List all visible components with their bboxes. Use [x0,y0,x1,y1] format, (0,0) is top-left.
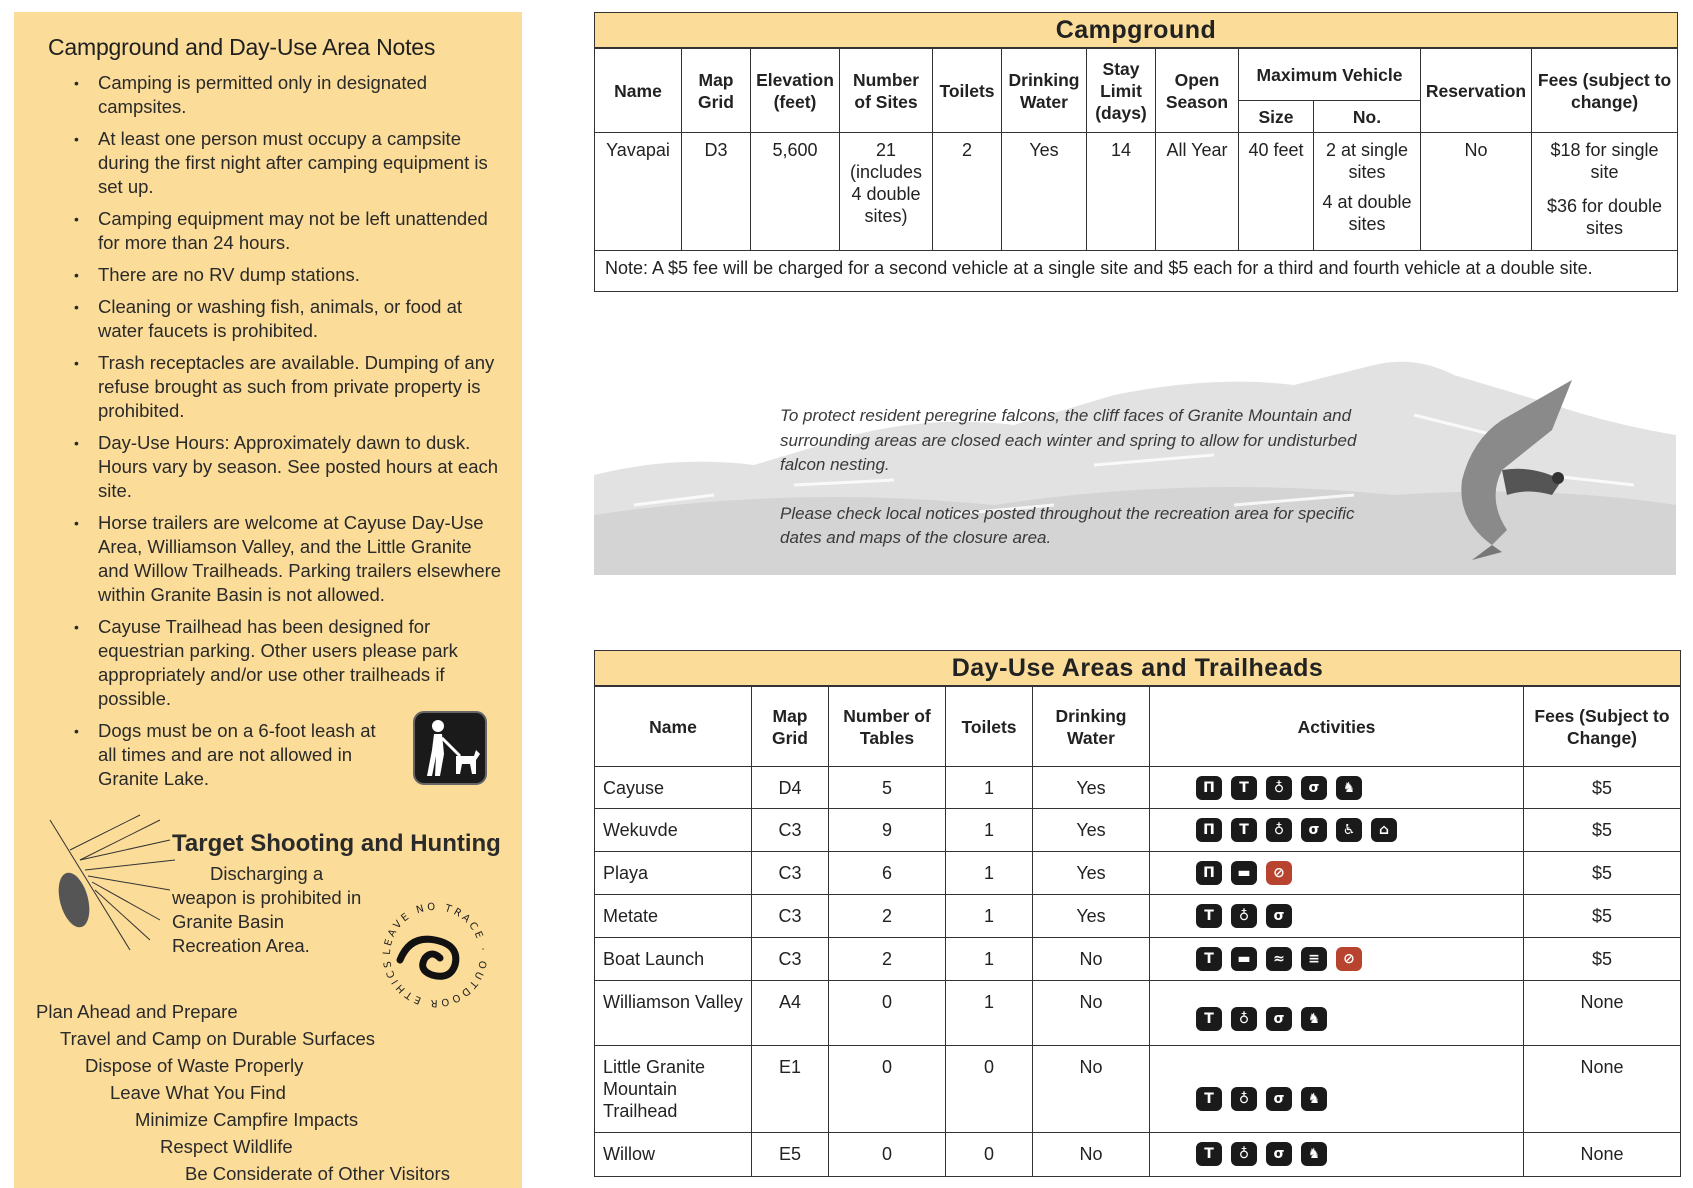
principle-item: Be Considerate of Other Visitors [185,1163,450,1184]
hiking-icon: ♁ [1231,1087,1257,1111]
horse-icon: ♞ [1301,1087,1327,1111]
cell-size: 40 feet [1239,133,1314,251]
campground-note: Note: A $5 fee will be charged for a second vehicle at a single site and $5 each for a third and fourth vehicle at a double site. [595,251,1677,292]
table-row [595,1133,1680,1176]
cell-water: No [1033,1133,1150,1176]
cell-tables: 0 [829,981,946,1046]
cell-toilets: 2 [933,133,1002,251]
hiking-icon: ♁ [1231,904,1257,928]
table-row [595,895,1680,938]
horse-icon: ♞ [1336,776,1362,800]
principle-item: Plan Ahead and Prepare [36,1001,238,1022]
biking-icon: σ [1301,776,1327,800]
principle-item: Dispose of Waste Properly [85,1055,304,1076]
principle-item: Leave What You Find [110,1082,286,1103]
cell-map-grid: D4 [752,767,829,809]
biking-icon: σ [1301,818,1327,842]
cell-water: No [1033,938,1150,981]
campground-title: Campground [595,13,1677,48]
cell-water: Yes [1033,809,1150,852]
cell-map-grid: A4 [752,981,829,1046]
no-swimming-icon: ⊘ [1336,947,1362,971]
cell-activities [1150,981,1524,1046]
principle-item: Minimize Campfire Impacts [135,1109,359,1130]
cell-fee: $5 [1524,938,1681,981]
col-activities: Activities [1150,687,1524,767]
list-item: • Trash receptacles are available. Dumping of any refuse brought as such from private property is prohibited. [74,351,504,423]
lnt-ring-text: LEAVE NO TRACE · OUTDOOR ETHICS [381,901,489,1009]
hiking-icon: ♁ [1231,1142,1257,1166]
toilet-icon: T [1196,1087,1222,1111]
cell-tables: 2 [829,895,946,938]
picnic-table-icon: Π [1196,818,1222,842]
cell-name: Little Granite Mountain Trailhead [595,1046,752,1133]
cell-activities [1150,767,1524,809]
cell-season: All Year [1156,133,1239,251]
col-map-grid: Map Grid [752,687,829,767]
col-fees: Fees (subject to change) [1532,49,1677,133]
col-fees: Fees (Subject to Change) [1524,687,1681,767]
cell-map-grid: E5 [752,1133,829,1176]
cell-fee: None [1524,1046,1681,1133]
cell-fee: None [1524,981,1681,1046]
falcon-notice-line2: Please check local notices posted throughout the recreation area for specific dates and maps of the closure area. [780,503,1355,547]
cell-elevation: 5,600 [751,133,840,251]
table-row [595,1046,1680,1133]
col-name: Name [595,49,682,133]
cell-water: Yes [1033,852,1150,895]
col-size: Size [1239,101,1314,133]
col-water: Drinking Water [1033,687,1150,767]
toilet-icon: T [1196,1007,1222,1031]
horse-icon: ♞ [1301,1007,1327,1031]
col-map-grid: Map Grid [682,49,751,133]
cell-activities [1150,1133,1524,1176]
principle-item: Travel and Camp on Durable Surfaces [60,1028,375,1049]
biking-icon: σ [1266,1087,1292,1111]
list-item: • Camping is permitted only in designated campsites. [74,71,504,119]
table-row [595,133,1677,251]
cell-map-grid: E1 [752,1046,829,1133]
list-item: • There are no RV dump stations. [74,263,504,287]
col-elevation: Elevation (feet) [751,49,840,133]
table-row [595,809,1680,852]
vehicles-double: 4 at double sites [1322,192,1412,234]
day-use-title: Day-Use Areas and Trailheads [595,651,1680,686]
cell-fee: $5 [1524,852,1681,895]
picnic-table-icon: Π [1196,776,1222,800]
cell-name: Boat Launch [595,938,752,981]
cell-tables: 9 [829,809,946,852]
peregrine-falcon-illustration [1432,370,1582,560]
cell-name: Wekuvde [595,809,752,852]
cell-toilets: 0 [946,1046,1033,1133]
cell-tables: 6 [829,852,946,895]
table-row [595,767,1680,809]
col-sites: Number of Sites [840,49,933,133]
col-stay: Stay Limit (days) [1087,49,1156,133]
cell-water: No [1033,981,1150,1046]
cell-tables: 2 [829,938,946,981]
hiking-icon: ♁ [1231,1007,1257,1031]
cell-toilets: 0 [946,1133,1033,1176]
cell-fee: $5 [1524,767,1681,809]
target-shooting-text: Discharging a weapon is prohibited in Granite Basin Recreation Area. [172,863,362,956]
cell-toilets: 1 [946,981,1033,1046]
col-tables: Number of Tables [829,687,946,767]
list-item: • At least one person must occupy a campsite during the first night after camping equipment is set up. [74,127,504,199]
col-toilets: Toilets [946,687,1033,767]
list-item: • Horse trailers are welcome at Cayuse Day-Use Area, Williamson Valley, and the Little Granite and Willow Trailheads. Parking trailers elsewhere within Granite Basin is not allowed. [74,511,504,607]
accessible-icon: ♿ [1336,818,1362,842]
pine-branch-icon [40,810,180,960]
cell-water: Yes [1002,133,1087,251]
principle-item: Respect Wildlife [160,1136,293,1157]
toilet-icon: T [1196,904,1222,928]
lnt-principles [36,998,450,1187]
list-item: • Dogs must be on a 6-foot leash at all times and are not allowed in Granite Lake. [74,719,504,791]
cell-stay: 14 [1087,133,1156,251]
cell-map-grid: C3 [752,895,829,938]
cell-toilets: 1 [946,852,1033,895]
toilet-icon: T [1196,1142,1222,1166]
campground-table [594,12,1678,292]
col-max-vehicle: Maximum Vehicle [1239,49,1421,101]
group-shelter-icon: ⌂ [1371,818,1397,842]
fishing-icon: ▬ [1231,861,1257,885]
target-shooting-title: Target Shooting and Hunting [172,830,501,857]
boat-ramp-icon: ≡ [1301,947,1327,971]
cell-map-grid: D3 [682,133,751,251]
canoe-icon: ≈ [1266,947,1292,971]
hiking-icon: ♁ [1266,818,1292,842]
table-row [595,852,1680,895]
cell-tables: 0 [829,1046,946,1133]
cell-name: Yavapai [595,133,682,251]
col-reservation: Reservation [1421,49,1532,133]
cell-name: Willow [595,1133,752,1176]
toilet-icon: T [1231,818,1257,842]
cell-tables: 5 [829,767,946,809]
notes-list [48,71,504,791]
horse-icon: ♞ [1301,1142,1327,1166]
vehicles-single: 2 at single sites [1325,140,1409,182]
col-water: Drinking Water [1002,49,1087,133]
col-toilets: Toilets [933,49,1002,133]
cell-name: Cayuse [595,767,752,809]
cell-water: No [1033,1046,1150,1133]
biking-icon: σ [1266,1007,1292,1031]
list-item: • Camping equipment may not be left unattended for more than 24 hours. [74,207,504,255]
picnic-table-icon: Π [1196,861,1222,885]
notes-title: Campground and Day-Use Area Notes [48,34,436,60]
falcon-closure-notice [780,404,1360,575]
cell-no [1314,133,1421,251]
cell-name: Metate [595,895,752,938]
dog-leash-icon [412,710,488,786]
cell-name: Playa [595,852,752,895]
cell-reservation: No [1421,133,1532,251]
col-no: No. [1314,101,1421,133]
cell-map-grid: C3 [752,852,829,895]
list-item: • Day-Use Hours: Approximately dawn to dusk. Hours vary by season. See posted hours at each site. [74,431,504,503]
biking-icon: σ [1266,904,1292,928]
fee-single: $18 for single site [1550,140,1659,182]
cell-toilets: 1 [946,895,1033,938]
cell-fees [1532,133,1677,251]
hiking-icon: ♁ [1266,776,1292,800]
cell-activities [1150,852,1524,895]
cell-fee: $5 [1524,809,1681,852]
no-swimming-icon: ⊘ [1266,861,1292,885]
cell-toilets: 1 [946,938,1033,981]
cell-fee: $5 [1524,895,1681,938]
toilet-icon: T [1231,776,1257,800]
fishing-icon: ▬ [1231,947,1257,971]
cell-fee: None [1524,1133,1681,1176]
table-row [595,981,1680,1046]
cell-activities [1150,895,1524,938]
cell-map-grid: C3 [752,809,829,852]
cell-water: Yes [1033,767,1150,809]
day-use-rows [595,767,1680,1176]
cell-toilets: 1 [946,809,1033,852]
cell-activities [1150,809,1524,852]
cell-activities [1150,938,1524,981]
list-item: • Cleaning or washing fish, animals, or food at water faucets is prohibited. [74,295,504,343]
fee-double: $36 for double sites [1546,196,1663,238]
cell-toilets: 1 [946,767,1033,809]
list-item: • Cayuse Trailhead has been designed for equestrian parking. Other users please park appropriately and/or use other trailheads if possible. [74,615,504,711]
biking-icon: σ [1266,1142,1292,1166]
day-use-table [594,650,1681,1177]
table-row [595,938,1680,981]
cell-activities [1150,1046,1524,1133]
col-season: Open Season [1156,49,1239,133]
falcon-notice-line1: To protect resident peregrine falcons, the cliff faces of Granite Mountain and surrounding areas are closed each winter and spring to allow for undisturbed falcon nesting. [780,406,1357,474]
cell-water: Yes [1033,895,1150,938]
cell-tables: 0 [829,1133,946,1176]
cell-map-grid: C3 [752,938,829,981]
cell-name: Williamson Valley [595,981,752,1046]
col-name: Name [595,687,752,767]
toilet-icon: T [1196,947,1222,971]
cell-sites: 21 (includes 4 double sites) [840,133,933,251]
